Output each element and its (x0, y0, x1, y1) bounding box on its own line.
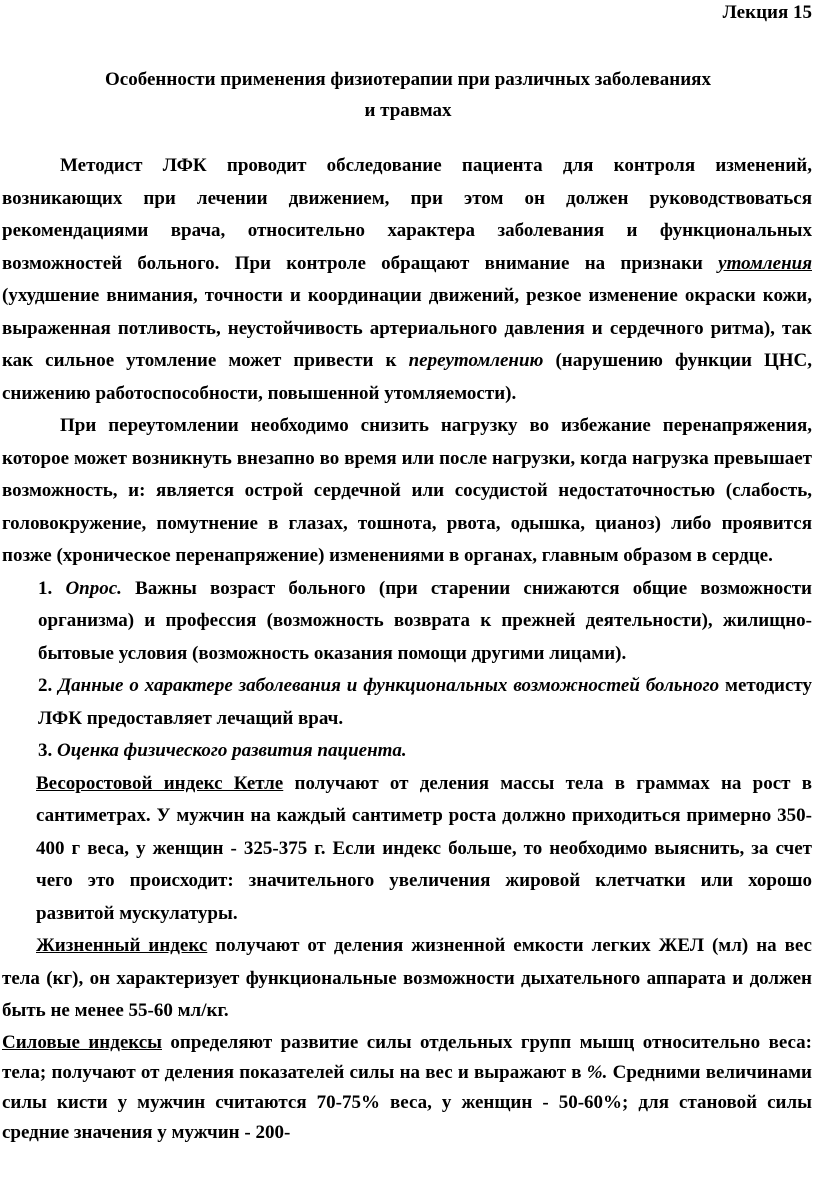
title-line-2: и травмах (364, 100, 452, 121)
lecture-number: Лекция 15 (722, 2, 812, 23)
term-vital-index: Жизненный индекс (36, 935, 208, 956)
paragraph-ketle (2, 768, 812, 931)
term-overfatigue: переутомлению (408, 350, 544, 371)
list-number: 3. (38, 740, 57, 761)
paragraph-overfatigue: При переутомлении необходимо снизить нагрузку во избежание перенапряжения, которое может возникнуть внезапно во время или после нагрузки, когда нагрузка превышает возможность, и: является острой сердечной или сосудистой недостаточностью (слабость, головокружение, помутнение в глазах, тошнота, рвота, одышка, цианоз) либо проявится позже (хроническое перенапряжение) изменениями в органах, главным образом в сердце. (2, 415, 812, 566)
list-item-disease-data (8, 670, 812, 735)
assessment-list (2, 573, 812, 768)
term-fatigue: утомления (718, 252, 812, 274)
intro-text-b: (ухудшение внимания, точности и координации движений, резкое изменение окраски кожи, выраженная потливость, неустойчивость артериального давления и сердечного ритма), так как сильное утомление может привести к (2, 285, 812, 371)
list-lead: Оценка физического развития пациента. (57, 740, 407, 761)
list-item-physical-development (8, 735, 812, 768)
paragraph-force-index (2, 1028, 812, 1148)
paragraph-vital-index (2, 930, 812, 1028)
vital-text: получают от деления жизненной емкости легких ЖЕЛ (мл) на вес тела (кг), он характеризует функциональные возможности дыхательного аппарата и должен быть не менее 55-60 мл/кг. (2, 935, 812, 1021)
force-text-b: Средними величинами силы кисти у мужчин считаются 70-75% веса, у женщин - 50-60%; для становой силы средние значения у мужчин - 200- (2, 1061, 812, 1143)
intro-text-a: Методист ЛФК проводит обследование пациента для контроля изменений, возникающих при лечении движением, при этом он должен руководствоваться рекомендациями врача, относительно характера заболевания и функциональных возможностей больного. При контроле обращают внимание на признаки (2, 155, 812, 274)
list-number: 1. (38, 577, 66, 599)
list-text: Важны возраст больного (при старении снижаются общие возможности организма) и профессия (возможность возврата к прежней деятельности), жилищно-бытовые условия (возможность оказания помощи другими лицами). (38, 577, 812, 664)
term-force-index: Силовые индексы (2, 1031, 162, 1053)
list-item-survey (8, 573, 812, 671)
list-number: 2. (38, 675, 59, 696)
intro-text-c: (нарушению функции ЦНС, снижению работоспособности, повышенной утомляемости). (2, 350, 813, 404)
list-lead: Опрос. (65, 577, 122, 599)
list-text: методисту ЛФК предоставляет лечащий врач. (38, 675, 813, 729)
document-title (0, 64, 816, 126)
force-text-a: определяют развитие силы отдельных групп мышц относительно веса: тела; получают от деления показателей силы на вес и выражают в (2, 1031, 812, 1083)
list-lead: Данные о характере заболевания и функциональных возможностей больного (58, 675, 720, 696)
document-body (2, 150, 812, 1148)
ketle-text: получают от деления массы тела в граммах на рост в сантиметрах. У мужчин на каждый сантиметр роста должно приходиться примерно 350-400 г веса, у женщин - 325-375 г. Если индекс больше, то необходимо выяснить, за счет чего это происходит: значительного увеличения жировой клетчатки или хорошо развитой мускулатуры. (36, 772, 812, 924)
paragraph-intro (2, 150, 812, 410)
title-line-1: Особенности применения физиотерапии при различных заболеваниях (105, 69, 711, 90)
percent-sign: %. (586, 1061, 608, 1083)
term-ketle-index: Весоростовой индекс Кетле (36, 772, 284, 794)
